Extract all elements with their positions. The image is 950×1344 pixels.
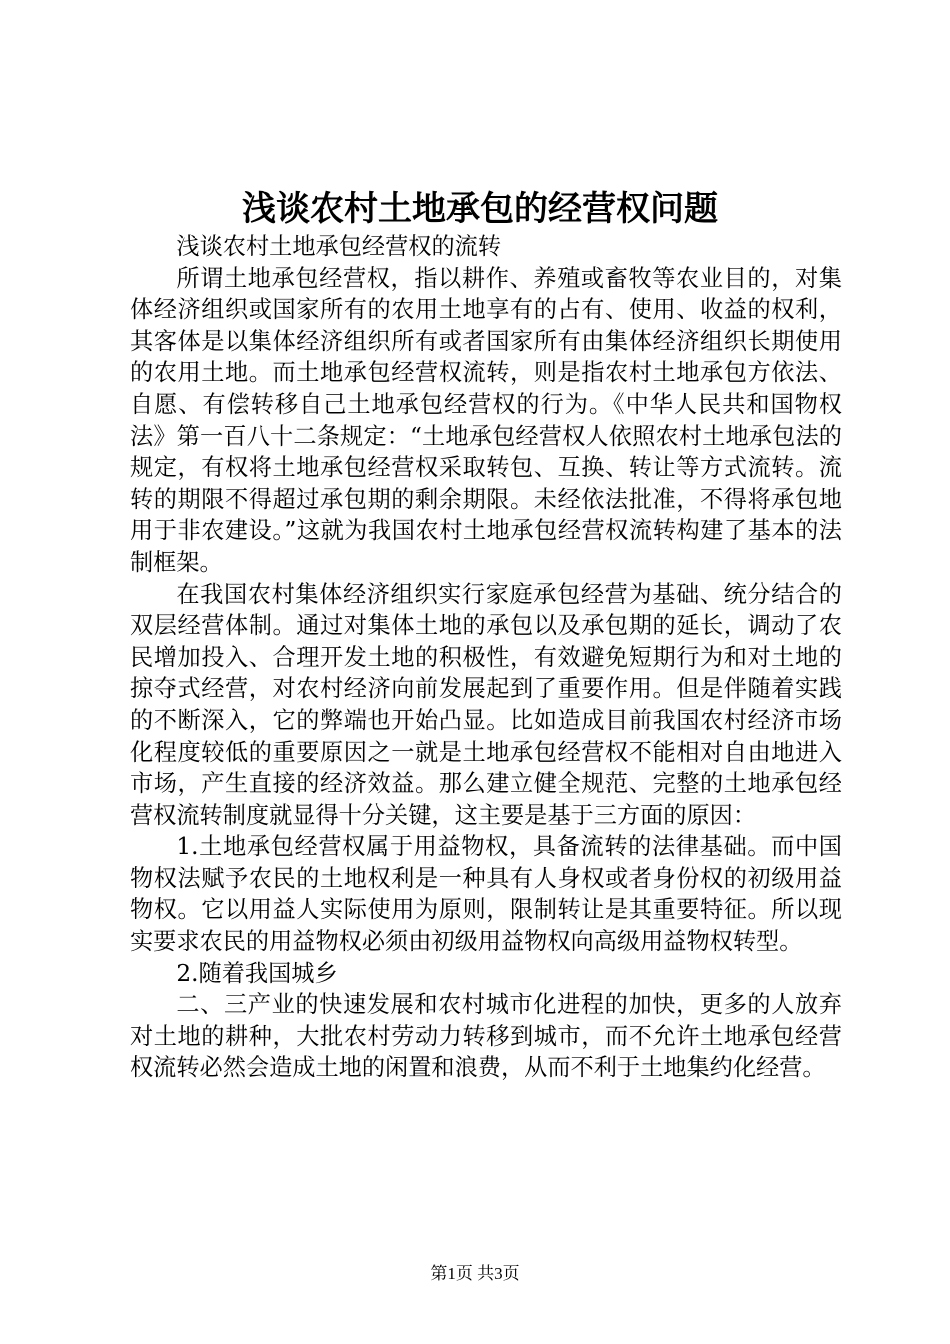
paragraph-reason-2: 2.随着我国城乡 bbox=[176, 959, 338, 987]
document-body bbox=[130, 231, 842, 1084]
paragraph-reason-2-continued: 二、三产业的快速发展和农村城市化进程的加快，更多的人放弃对土地的耕种，大批农村劳动力转移到城市，而不允许土地承包经营权流转必然会造成土地的闲置和浪费，从而不利于土地集约化经营。 bbox=[130, 991, 842, 1082]
paragraph-reason-1: 1.土地承包经营权属于用益物权，具备流转的法律基础。而中国物权法赋予农民的土地权利是一种具有人身权或者身份权的初级用益物权。它以用益人实际使用为原则，限制转让是其重要特征。所以现实要求农民的用益物权必须由初级用益物权向高级用益物权转型。 bbox=[130, 833, 842, 956]
document-title: 浅谈农村土地承包的经营权问题 bbox=[242, 189, 718, 229]
page-footer: 第1页 共3页 bbox=[430, 1264, 520, 1283]
subtitle-paragraph: 浅谈农村土地承包经营权的流转 bbox=[176, 233, 502, 260]
paragraph-background: 在我国农村集体经济组织实行家庭承包经营为基础、统分结合的双层经营体制。通过对集体土地的承包以及承包期的延长，调动了农民增加投入、合理开发土地的积极性，有效避免短期行为和对土地的掠夺式经营，对农村经济向前发展起到了重要作用。但是伴随着实践的不断深入，它的弊端也开始凸显。比如造成目前我国农村经济市场化程度较低的重要原因之一就是土地承包经营权不能相对自由地进入市场，产生直接的经济效益。那么建立健全规范、完整的土地承包经营权流转制度就显得十分关键，这主要是基于三方面的原因： bbox=[130, 580, 842, 829]
paragraph-definition: 所谓土地承包经营权，指以耕作、养殖或畜牧等农业目的，对集体经济组织或国家所有的农用土地享有的占有、使用、收益的权利，其客体是以集体经济组织所有或者国家所有由集体经济组织长期使用的农用土地。而土地承包经营权流转，则是指农村土地承包方依法、自愿、有偿转移自己土地承包经营权的行为。《中华人民共和国物权法》第一百八十二条规定：“土地承包经营权人依照农村土地承包法的规定，有权将土地承包经营权采取转包、互换、转让等方式流转。流转的期限不得超过承包期的剩余期限。未经依法批准，不得将承包地用于非农建设。”这就为我国农村土地承包经营权流转构建了基本的法制框架。 bbox=[130, 264, 842, 576]
